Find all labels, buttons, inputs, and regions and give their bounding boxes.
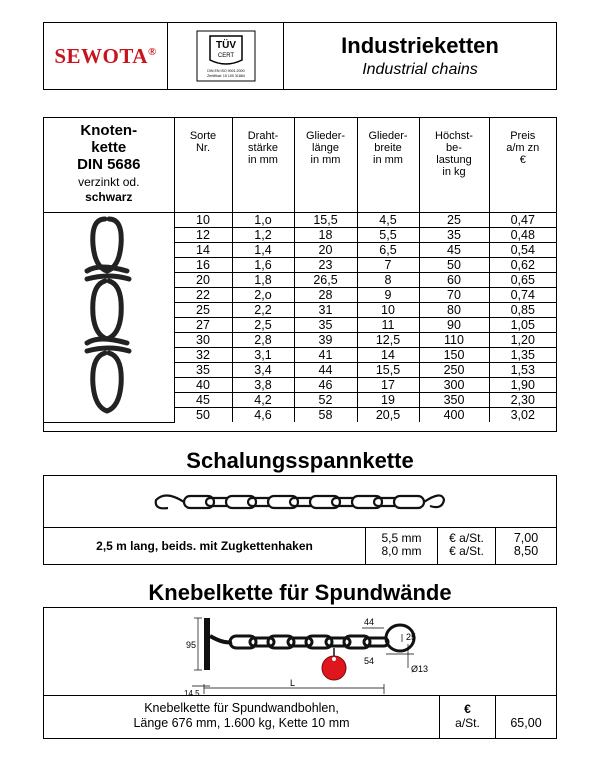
header	[43, 22, 557, 90]
dim-44-label: 44	[364, 617, 375, 627]
table-cell: 4,5	[357, 212, 419, 227]
table-cell: 0,62	[489, 257, 556, 272]
table-cell: 3,4	[232, 362, 294, 377]
table-cell: 0,85	[489, 302, 556, 317]
table-cell: 39	[294, 332, 357, 347]
table-cell: 7	[357, 257, 419, 272]
knebel-chain-drawing	[44, 608, 556, 696]
table-cell: 45	[419, 242, 489, 257]
schalung-unit1: € a/St.	[449, 531, 484, 545]
table-cell: 2,2	[232, 302, 294, 317]
tuv-cert-seal	[168, 23, 284, 89]
table-cell: 35	[174, 362, 232, 377]
table-cell: 4,2	[232, 392, 294, 407]
table-cell: 1,2	[232, 227, 294, 242]
table-cell: 6,5	[357, 242, 419, 257]
table-cell: 26,5	[294, 272, 357, 287]
tuv-cert-icon	[196, 30, 256, 82]
table-cell: 1,6	[232, 257, 294, 272]
knebel-desc-line1: Knebelkette für Spundwandbohlen,	[144, 701, 339, 715]
header-title-block	[284, 23, 556, 89]
col-header-gliederlaenge: Glieder- länge in mm	[294, 118, 357, 212]
table-cell: 35	[294, 317, 357, 332]
schalung-unit2: € a/St.	[449, 544, 484, 558]
table-cell: 50	[174, 407, 232, 422]
brand-logo	[44, 23, 168, 89]
brand-name: SEWOTA	[54, 43, 148, 68]
table-cell: 31	[294, 302, 357, 317]
dim-25-label: 25	[406, 632, 417, 642]
table-cell: 58	[294, 407, 357, 422]
table-cell: 20	[174, 272, 232, 287]
table-cell: 16	[174, 257, 232, 272]
table-cell: 3,02	[489, 407, 556, 422]
table-cell: 1,4	[232, 242, 294, 257]
table-cell: 0,65	[489, 272, 556, 287]
table-cell: 40	[174, 377, 232, 392]
product-title-line4: verzinkt od.	[78, 175, 140, 189]
table-cell: 12,5	[357, 332, 419, 347]
product-title-line3: DIN 5686	[77, 156, 141, 173]
knot-chain-icon	[69, 215, 149, 415]
product-title-line1: Knoten-	[80, 122, 138, 139]
table-cell: 1,53	[489, 362, 556, 377]
knebel-description	[44, 696, 440, 738]
table-cell: 11	[357, 317, 419, 332]
table-cell: 1,20	[489, 332, 556, 347]
col-header-preis: Preis a/m zn €	[489, 118, 556, 212]
product-title-line2: kette	[91, 139, 127, 156]
table-cell: 9	[357, 287, 419, 302]
knebel-section-title: Knebelkette für Spundwände	[148, 580, 452, 605]
table-cell: 5,5	[357, 227, 419, 242]
schalung-size1: 5,5 mm	[381, 531, 422, 545]
table-cell: 14	[174, 242, 232, 257]
knotenkette-image-cell	[44, 212, 174, 422]
table-cell: 3,1	[232, 347, 294, 362]
schalung-block	[43, 475, 557, 565]
col-header-gliederbreite: Glieder- breite in mm	[357, 118, 419, 212]
table-cell: 3,8	[232, 377, 294, 392]
dim-54-label: 54	[364, 656, 375, 666]
knebel-block	[43, 607, 557, 739]
cert-line2: Zertifikat: 15 100 31884	[206, 74, 245, 78]
table-cell: 52	[294, 392, 357, 407]
table-cell: 0,54	[489, 242, 556, 257]
table-cell: 25	[174, 302, 232, 317]
table-cell: 23	[294, 257, 357, 272]
table-cell: 15,5	[294, 212, 357, 227]
table-cell: 1,05	[489, 317, 556, 332]
table-cell: 0,48	[489, 227, 556, 242]
knebel-chain-icon	[44, 608, 556, 696]
col-header-sorte: Sorte Nr.	[174, 118, 232, 212]
table-cell: 1,8	[232, 272, 294, 287]
knotenkette-table-frame	[43, 117, 557, 432]
table-cell: 44	[294, 362, 357, 377]
knebel-unit-line1: €	[464, 702, 471, 716]
table-row	[44, 212, 556, 227]
table-cell: 20	[294, 242, 357, 257]
table-cell: 32	[174, 347, 232, 362]
schalung-sizes	[366, 528, 438, 564]
schalung-prices	[496, 528, 556, 564]
table-cell: 300	[419, 377, 489, 392]
table-cell: 1,35	[489, 347, 556, 362]
table-cell: 250	[419, 362, 489, 377]
schalung-price1: 7,00	[513, 531, 539, 545]
table-cell: 46	[294, 377, 357, 392]
table-cell: 25	[419, 212, 489, 227]
dim-L-label: L	[290, 678, 296, 688]
table-cell: 10	[357, 302, 419, 317]
table-cell: 15,5	[357, 362, 419, 377]
knebel-unit	[440, 696, 496, 738]
cert-line1: DIN EN ISO 9001:2000	[206, 69, 245, 73]
table-cell: 28	[294, 287, 357, 302]
product-title-cell	[44, 118, 174, 212]
table-cell: 2,30	[489, 392, 556, 407]
col-header-drahtstaerke: Draht- stärke in mm	[232, 118, 294, 212]
schalung-size2: 8,0 mm	[381, 544, 422, 558]
table-cell: 4,6	[232, 407, 294, 422]
schalung-section-title: Schalungsspannkette	[186, 448, 414, 473]
table-cell: 19	[357, 392, 419, 407]
table-cell: 45	[174, 392, 232, 407]
schalung-row	[44, 528, 556, 564]
table-cell: 8	[357, 272, 419, 287]
table-cell: 22	[174, 287, 232, 302]
table-cell: 20,5	[357, 407, 419, 422]
schalung-description: 2,5 m lang, beids. mit Zugkettenhaken	[44, 528, 366, 564]
table-cell: 350	[419, 392, 489, 407]
table-cell: 1,90	[489, 377, 556, 392]
table-cell: 14	[357, 347, 419, 362]
table-cell: 90	[419, 317, 489, 332]
table-cell: 41	[294, 347, 357, 362]
knebel-unit-line2: a/St.	[455, 716, 480, 730]
table-cell: 12	[174, 227, 232, 242]
dim-95-label: 95	[186, 640, 197, 650]
cert-label: TÜV	[215, 40, 236, 51]
table-cell: 0,74	[489, 287, 556, 302]
table-cell: 400	[419, 407, 489, 422]
table-cell: 150	[419, 347, 489, 362]
table-cell: 18	[294, 227, 357, 242]
table-cell: 10	[174, 212, 232, 227]
page-subtitle: Industrial chains	[362, 61, 478, 78]
table-header-row	[44, 118, 556, 212]
page-title: Industrieketten	[341, 33, 499, 58]
col-header-hoechstbelastung: Höchst- be- lastung in kg	[419, 118, 489, 212]
table-cell: 35	[419, 227, 489, 242]
schalung-chain-icon	[44, 476, 556, 528]
table-cell: 27	[174, 317, 232, 332]
knotenkette-table	[44, 118, 556, 423]
schalung-price2: 8,50	[513, 544, 539, 558]
table-cell: 2,o	[232, 287, 294, 302]
schalung-units	[438, 528, 496, 564]
table-cell: 1,o	[232, 212, 294, 227]
table-cell: 17	[357, 377, 419, 392]
table-cell: 110	[419, 332, 489, 347]
registered-mark: ®	[147, 45, 157, 58]
dim-13-label: Ø13	[411, 664, 429, 674]
table-cell: 2,5	[232, 317, 294, 332]
knebel-price: 65,00	[510, 716, 542, 730]
table-cell: 80	[419, 302, 489, 317]
table-cell: 70	[419, 287, 489, 302]
product-title-line5: schwarz	[85, 190, 133, 204]
knebel-desc-line2: Länge 676 mm, 1.600 kg, Kette 10 mm	[133, 716, 350, 730]
table-cell: 60	[419, 272, 489, 287]
table-cell: 2,8	[232, 332, 294, 347]
table-cell: 30	[174, 332, 232, 347]
table-cell: 50	[419, 257, 489, 272]
cert-sub: CERT	[217, 53, 234, 59]
dim-145-label: 14,5	[184, 689, 200, 696]
schalung-chain-picture	[44, 476, 556, 528]
table-cell: 0,47	[489, 212, 556, 227]
